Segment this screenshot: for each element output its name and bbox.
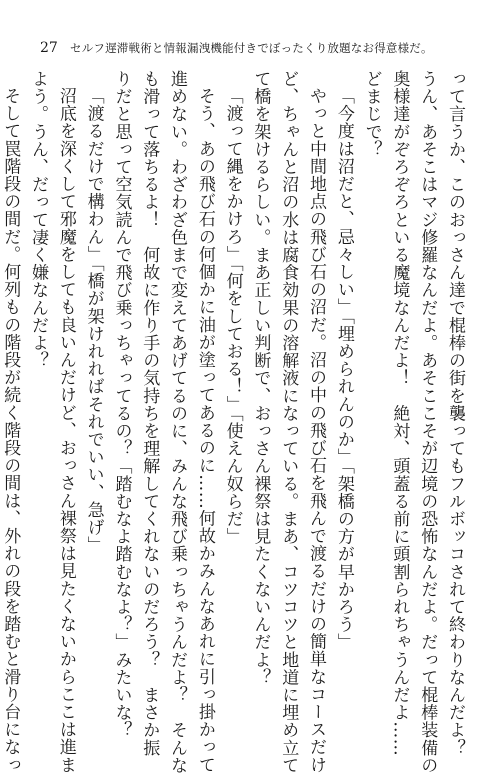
text-line: 奥様達がぞろぞろといる魔境なんだよ！ 絶対、頭蓋る前に頭割られちゃうんだよ…… [389,70,410,757]
text-line: やっと中間地点の飛び石の沼だ。沼の中の飛び石を飛んで渡るだけの簡単なコースだけ [306,87,327,774]
text-line: 進めない。わざわざ色まで変えてあげてるのに、みんな飛び乗っちゃうんだよ？ そんな [167,70,188,774]
text-line: ど、ちゃんと沼の水は腐食効果の溶解液になっている。まあ、コツコツと地道に埋め立て [278,70,299,774]
page-number: 27 [40,40,58,56]
text-line: 沼底を深くして邪魔をしても良いんだけど、おっさん裸祭は見たくないからここは進ま [55,87,76,774]
text-line: うん、あそこはマジ修羅なんだよ。あそここそが辺境の恐怖なんだよ。だって棍棒装備の [417,70,438,774]
text-line: て橋を架けるらしい。まあ正しい判断で、おっさん裸祭は見たくないんだよ？ [250,70,271,686]
text-line: どまじで？ [361,70,382,158]
text-line: って言うか、このおっさん達で棍棒の街を襲ってもフルボッコされて終わりなんだよ？ [445,70,465,757]
vertical-body-text [0,70,468,774]
text-line: よう。うん、だって凄く嫌なんだよ？ [28,70,49,370]
text-line: 「渡るだけで構わん」「橋が架けれればそれでいい、急げ」 [83,87,104,554]
text-line: りだと思って空気読んで飛び乗っちゃってるの？「踏むなよ踏むなよ？」みたいな？ [111,70,132,739]
text-line: そう、あの飛び石の何個かに油が塗ってあるのに……何故かみんなあれに引っ掛かって [194,87,215,774]
running-title: セルフ遅滞戦術と情報漏洩機能付きでぼったくり放題なお得意様だ。 [70,41,433,55]
text-line: そして罠階段の間だ。何列もの階段が続く階段の間は、外れの段を踏むと滑り台になっ [0,87,21,774]
text-line: 「渡って縄をかけろ」「何をしておる！」「使えん奴らだ」 [222,87,243,546]
page-header [0,38,500,62]
text-line: 「今度は沼だと、忌々しい」「埋められんのか」「架橋の方が早かろう」 [333,87,354,651]
text-line: も滑って落ちるよ！ 何故に作り手の気持ちを理解してくれないのだろう？ まさか振 [139,70,160,757]
